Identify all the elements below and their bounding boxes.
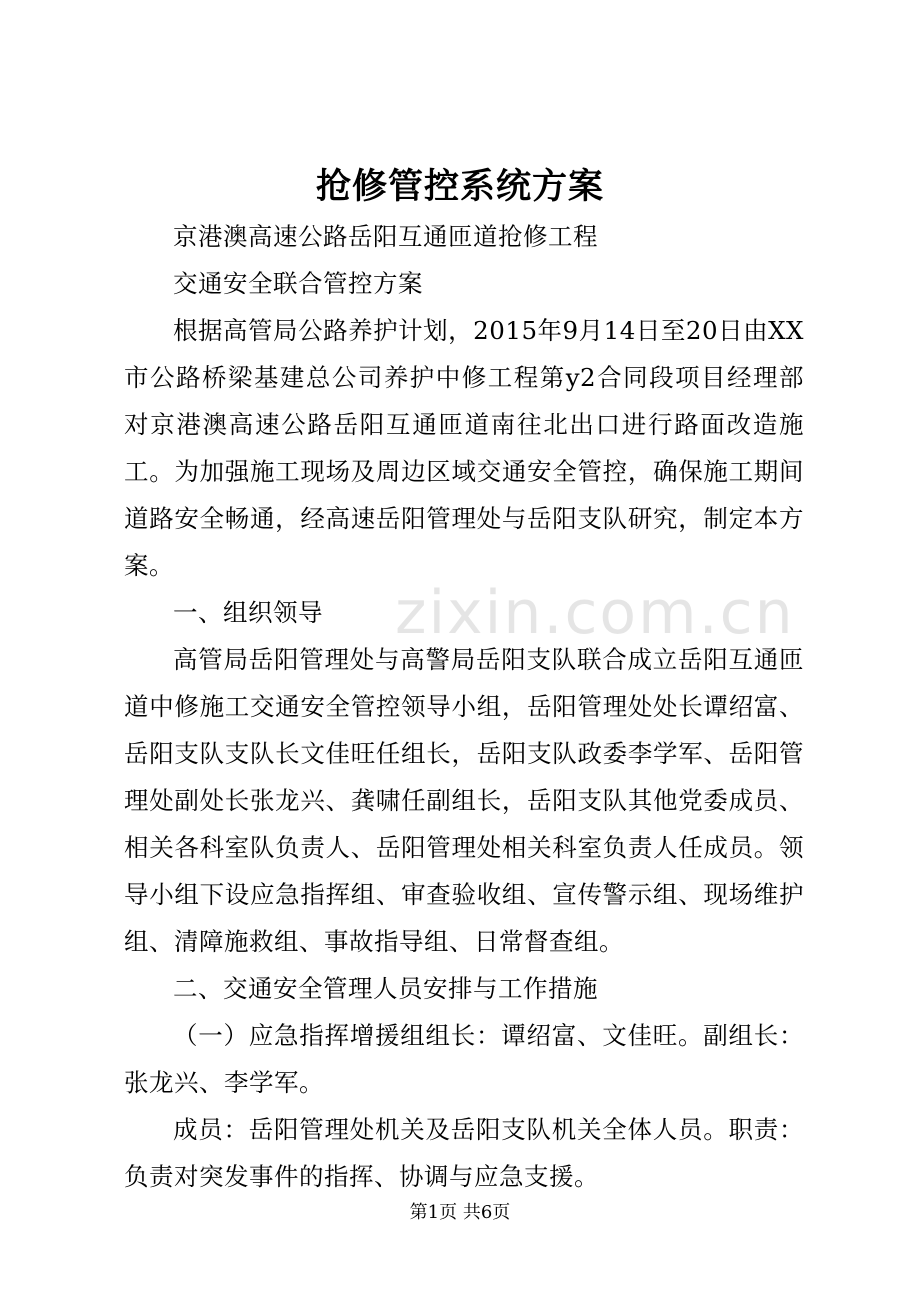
page-title: 抢修管控系统方案: [315, 166, 604, 207]
intro-paragraph: 根据高管局公路养护计划，2015年9月14日至20日由XX市公路桥梁基建总公司养护中修工程第y2合同段项目经理部对京港澳高速公路岳阳互通匝道南往北出口进行路面改造施工。为加强施工现场及周边区域交通安全管控，确保施工期间道路安全畅通，经高速岳阳管理处与岳阳支队研究，制定本方案。: [124, 316, 804, 580]
section-heading-1: 一、组织领导: [173, 598, 323, 627]
members-paragraph: 成员：岳阳管理处机关及岳阳支队机关全体人员。职责：负责对突发事件的指挥、协调与应急支援。: [124, 1115, 804, 1191]
section-heading-2: 二、交通安全管理人员安排与工作措施: [173, 974, 598, 1003]
subtitle-line-2: 交通安全联合管控方案: [173, 269, 423, 298]
command-group-paragraph: （一）应急指挥增援组组长：谭绍富、文佳旺。副组长：张龙兴、李学军。: [124, 1021, 804, 1097]
subtitle-line-1: 京港澳高速公路岳阳互通匝道抢修工程: [173, 222, 598, 251]
organization-paragraph: 高管局岳阳管理处与高警局岳阳支队联合成立岳阳互通匝道中修施工交通安全管控领导小组，岳阳管理处处长谭绍富、岳阳支队支队长文佳旺任组长，岳阳支队政委李学军、岳阳管理处副处长张龙兴、龚啸任副组长，岳阳支队其他党委成员、相关各科室队负责人、岳阳管理处相关科室负责人任成员。领导小组下设应急指挥组、审查验收组、宣传警示组、现场维护组、清障施救组、事故指导组、日常督查组。: [124, 645, 804, 956]
page-footer: 第1页 共6页: [409, 1202, 511, 1223]
document-body: [124, 213, 804, 1200]
watermark: zixin.com.cn: [395, 578, 795, 648]
